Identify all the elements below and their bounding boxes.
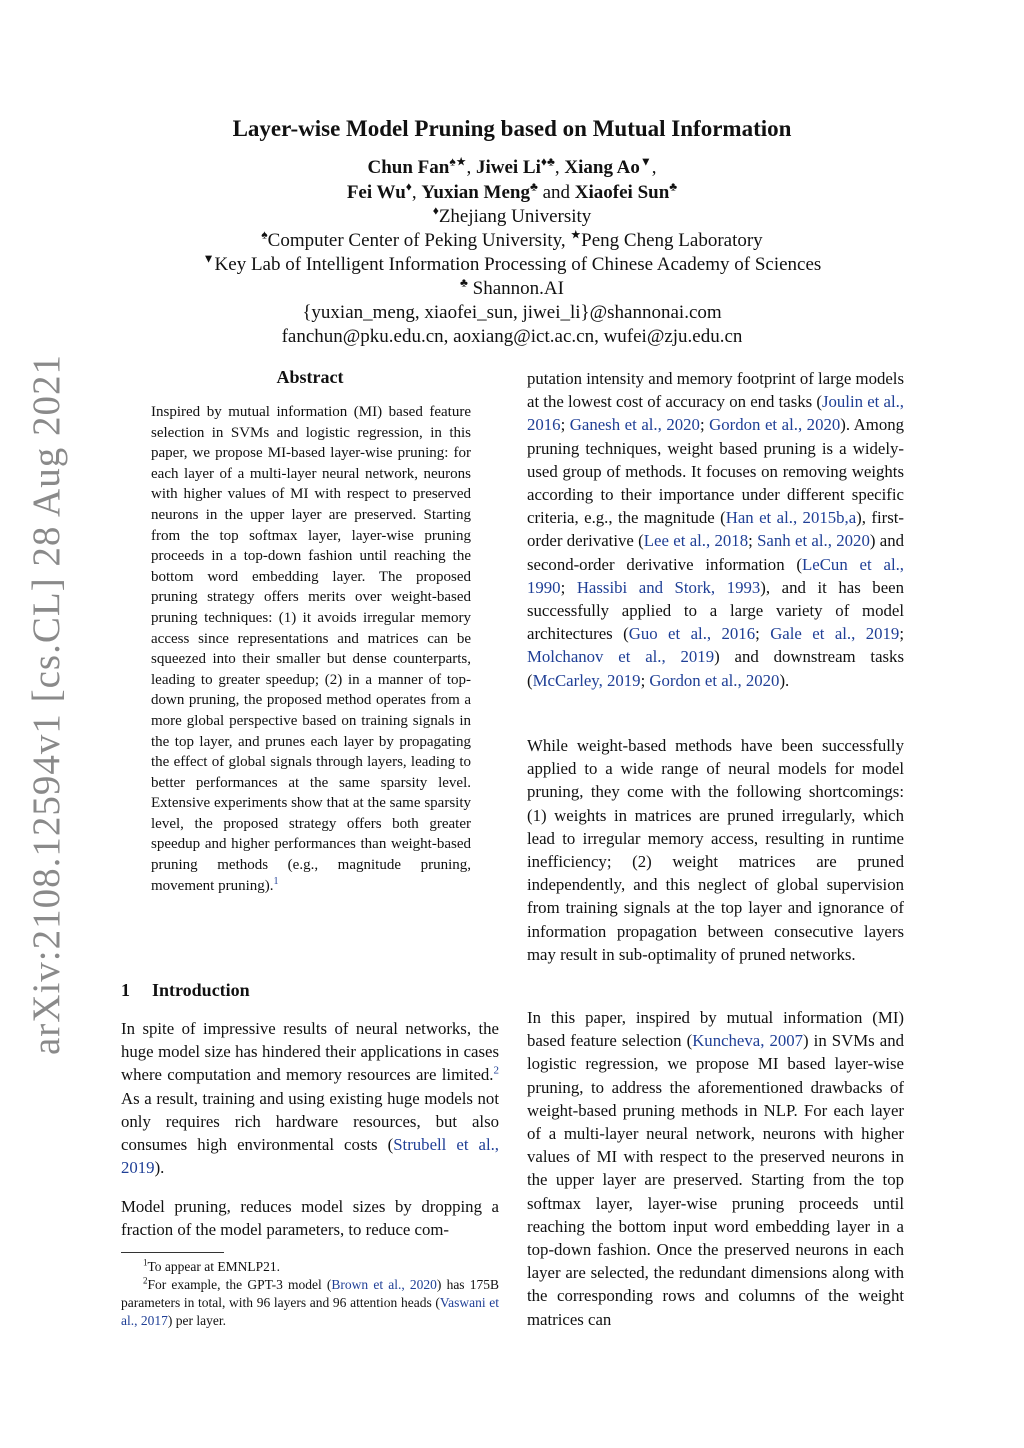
footnote-divider <box>121 1252 224 1253</box>
text: ; <box>560 577 577 597</box>
affiliation-name: Zhejiang University <box>438 206 592 227</box>
affiliation-name: Key Lab of Intelligent Information Processing of Chinese Academy of Sciences <box>214 254 822 275</box>
citation-link[interactable]: Sanh et al., 2020 <box>757 531 870 551</box>
text: In this paper, inspired by mutual information (MI) based feature selection ( <box>527 1008 904 1051</box>
text: For example, the GPT-3 model ( <box>147 1277 332 1292</box>
footnote-2 <box>121 1276 499 1330</box>
text: ) and downstream tasks ( <box>527 647 904 690</box>
right-paragraph-2: While weight-based methods have been successfully applied to a wide range of neural models for model pruning, they come with the following shortcomings: (1) weights in matrices are pruned irregularly, which lead to irregular memory access, resulting in runtime inefficiency; (2) weight matrices are pruned independently, and this neglect of global supervision from training signals at the top layer and ignorance of information propagation between consecutive layers may result in sub-optimality of pruned networks. <box>527 736 904 964</box>
text: ), first-order derivative ( <box>527 508 904 551</box>
citation-link[interactable]: Molchanov et al., 2019 <box>527 647 715 667</box>
arxiv-identifier: arXiv:2108.12594v1 [cs.CL] 28 Aug 2021 <box>25 354 68 1055</box>
affiliation-pku-pcl <box>0 229 1024 253</box>
affiliation-name: Shannon.AI <box>467 278 564 299</box>
footnote-mark: 2 <box>143 1275 148 1286</box>
footnote-ref[interactable]: 2 <box>493 1064 499 1077</box>
text: ). <box>154 1158 165 1178</box>
section-title: Introduction <box>152 980 250 1000</box>
affiliation-zju <box>0 205 1024 229</box>
citation-link[interactable]: McCarley, 2019 <box>532 670 641 690</box>
text: ) has 175B parameters in total, with 96 layers and 96 attention heads ( <box>121 1277 499 1310</box>
author-name: Jiwei Li <box>475 157 541 178</box>
right-paragraph-1 <box>527 367 904 692</box>
text: ; <box>699 415 710 435</box>
affiliation-name: Computer Center of Peking University, <box>267 230 566 251</box>
author-marks: ♦ <box>405 179 412 194</box>
author-name: Chun Fan <box>367 157 450 178</box>
author-marks: ♦♣ <box>540 154 555 169</box>
text: putation intensity and memory footprint of large models at the lowest cost of accuracy on end tasks ( <box>527 369 904 412</box>
citation-link[interactable]: LeCun et al., 1990 <box>527 554 904 597</box>
right-paragraph-3 <box>527 1006 904 1331</box>
citation-link[interactable]: Brown et al., 2020 <box>331 1277 437 1292</box>
text: ; <box>755 624 771 644</box>
citation-link[interactable]: Gordon et al., 2020 <box>709 415 841 435</box>
text: ) per layer. <box>167 1313 226 1328</box>
affiliation-mark: ♣ <box>460 275 468 290</box>
citation-link[interactable]: Guo et al., 2016 <box>628 624 756 644</box>
author-name: Xiaofei Sun <box>574 182 670 203</box>
citation-link[interactable]: Strubell et al., 2019 <box>121 1135 499 1178</box>
text: ) and second-order derivative information ( <box>527 531 904 574</box>
citation-link[interactable]: Kuncheva, 2007 <box>692 1031 804 1051</box>
email-line-1: {yuxian_meng, xiaofei_sun, jiwei_li}@shannonai.com <box>302 302 722 323</box>
citation-link[interactable]: Joulin et al., 2016 <box>527 392 904 435</box>
text: ). <box>779 670 790 690</box>
paper-title: Layer-wise Model Pruning based on Mutual Information <box>232 116 792 141</box>
intro-paragraph-2: Model pruning, reduces model sizes by dropping a fraction of the model parameters, to reduce com- <box>121 1197 499 1240</box>
affiliation-shannon <box>0 277 1024 301</box>
citation-link[interactable]: Lee et al., 2018 <box>643 531 749 551</box>
citation-link[interactable]: Ganesh et al., 2020 <box>569 415 700 435</box>
text: ; <box>748 531 758 551</box>
citation-link[interactable]: Gordon et al., 2020 <box>649 670 780 690</box>
affiliation-ict <box>0 253 1024 277</box>
intro-paragraph-1 <box>121 1017 499 1179</box>
text: ). Among pruning techniques, weight based pruning is a widely-used group of methods. It focuses on removing weights according to their importance under different specific criteria, e.g., the magnitude ( <box>527 415 905 528</box>
footnote-text: To appear at EMNLP21. <box>147 1259 281 1274</box>
abstract-body <box>151 402 471 896</box>
text: ; <box>899 624 904 644</box>
author-name: Xiang Ao <box>564 157 640 178</box>
author-marks: ♠★ <box>449 154 467 169</box>
affiliation-mark: ★ <box>570 227 582 242</box>
citation-link[interactable]: Hassibi and Stork, 1993 <box>576 577 761 597</box>
citation-link[interactable]: Gale et al., 2019 <box>770 624 900 644</box>
citation-link[interactable]: Vaswani et al., 2017 <box>121 1295 500 1328</box>
text: ; <box>640 670 650 690</box>
footnote-1 <box>121 1258 499 1276</box>
affiliation-mark: ♦ <box>432 203 439 218</box>
author-name: Fei Wu <box>346 182 406 203</box>
affiliation-name: Peng Cheng Laboratory <box>581 230 763 251</box>
text: As a result, training and using existing huge models not only requires rich hardware resources, but also consumes high environmental costs ( <box>121 1088 499 1155</box>
text: ), and it has been successfully applied to a large variety of model architectures ( <box>527 577 904 644</box>
email-line-2: fanchun@pku.edu.cn, aoxiang@ict.ac.cn, wufei@zju.edu.cn <box>281 326 743 347</box>
author-marks: ▼ <box>639 154 652 169</box>
affiliation-mark: ▼ <box>202 251 215 266</box>
citation-link[interactable]: Han et al., 2015b,a <box>725 508 857 528</box>
text: In spite of impressive results of neural networks, the huge model size has hindered their applications in cases where computation and memory resources are limited. <box>121 1019 499 1085</box>
author-name: Yuxian Meng <box>421 182 530 203</box>
footnote-ref[interactable]: 1 <box>273 875 279 887</box>
section-heading <box>121 980 250 1001</box>
section-number: 1 <box>121 980 130 1000</box>
text: ; <box>560 415 570 435</box>
text: ) in SVMs and logistic regression, we propose MI based layer-wise pruning, to address the aforementioned drawbacks of weight-based pruning methods in NLP. For each layer of a multi-layer neural network, neurons with higher values of MI with respect to the preserved neurons in the upper layer are preserved. Starting from the top softmax layer, layer-wise pruning proceeds until reaching the bottom input word embedding layer in a top-down fashion. Once the preserved neurons in each layer are selected, the redundant dimensions along with the corresponding rows and columns of the weight matrices can <box>527 1031 904 1329</box>
footnote-mark: 1 <box>143 1257 148 1268</box>
abstract-text: Inspired by mutual information (MI) based feature selection in SVMs and logistic regression, in this paper, we propose MI-based layer-wise pruning: for each layer of a multi-layer neural network, neurons with higher values of MI with respect to preserved neurons in the upper layer are preserved. Starting from the top softmax layer, layer-wise pruning proceeds in a top-down fashion until reaching the bottom word embedding layer. The proposed pruning strategy offers merits over weight-based pruning techniques: (1) it avoids irregular memory access since representations and matrices can be squeezed into their smaller but dense counterparts, leading to greater speedup; (2) in a manner of top-down pruning, the proposed method operates from a more global perspective based on training signals in the top layer, and prunes each layer by propagating the effect of global signals through layers, leading to better performances at the same sparsity level. Extensive experiments show that at the same sparsity level, the proposed strategy offers both greater speedup and higher performances than weight-based pruning methods (e.g., magnitude pruning, movement pruning). <box>151 404 471 894</box>
author-line-1: Chun Fan♠★, Jiwei Li♦♣, Xiang Ao▼, <box>367 154 657 178</box>
author-line-2: Fei Wu♦, Yuxian Meng♣ and Xiaofei Sun♣ <box>346 179 678 203</box>
author-marks: ♣ <box>669 179 678 194</box>
abstract-heading: Abstract <box>276 367 344 387</box>
author-marks: ♣ <box>529 179 538 194</box>
affiliation-mark: ♠ <box>261 227 268 242</box>
